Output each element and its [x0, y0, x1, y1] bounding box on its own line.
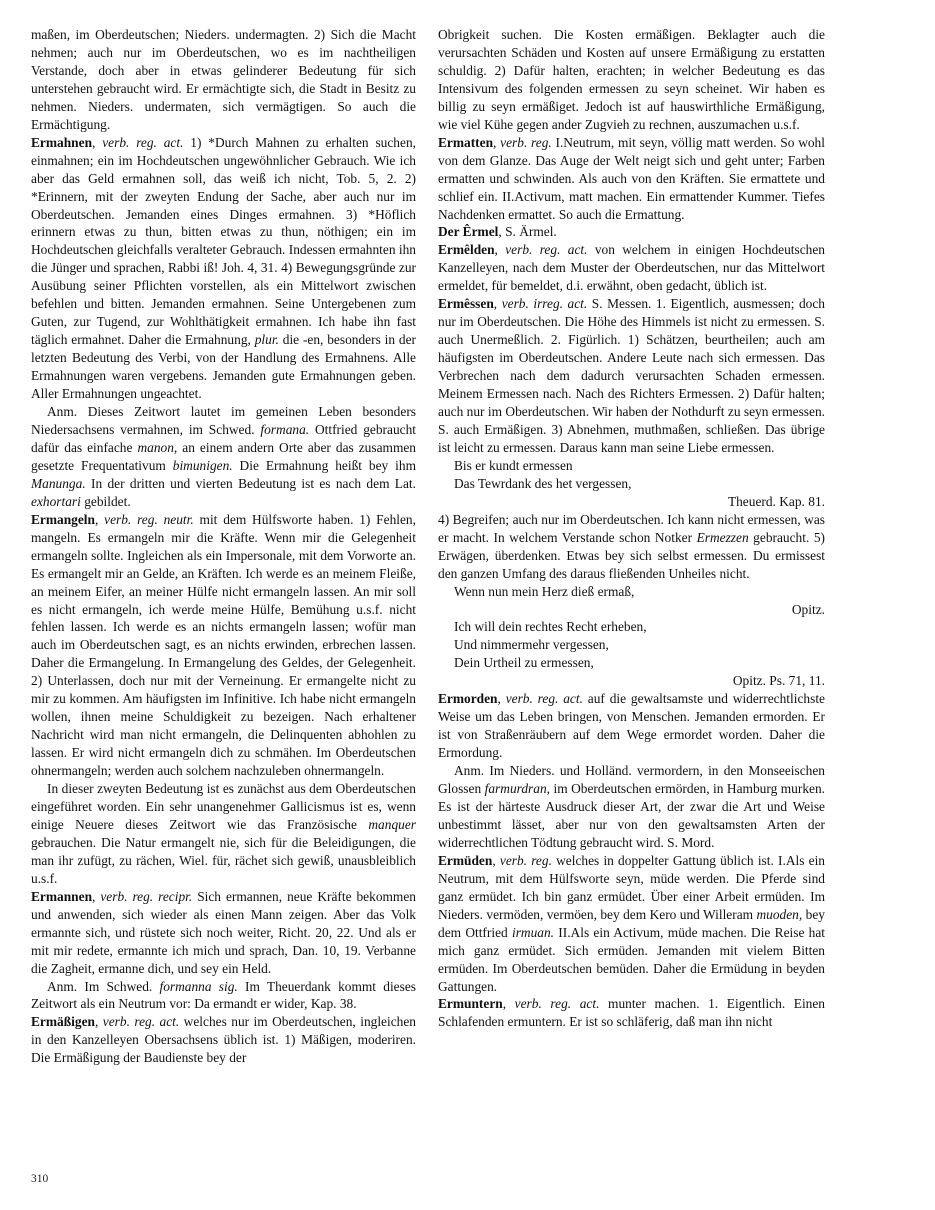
entry-continuation [31, 26, 416, 134]
italic-term: farmurdran, [484, 781, 550, 797]
dictionary-entry: Ermangeln, verb. reg. neutr. mit dem Hülfsworte haben. 1) Fehlen, mangeln. Es ermangeln mir die Kräfte. Wenn mir die Gelegenheit ermangeln sollte. Ingleichen als ein Impersonale, mit dem Vorworte an. Es ermangelt mir an Gelde, an Kräften. Ich werde es an meinem Fleiße, an meinem Eifer, an meiner Hülfe nicht ermangeln lassen. An mir soll es nicht ermangeln, ich werde meine Hülfe, Bemühung u.s.f. nicht fehlen lassen. Ich werde es an nichts ermangeln lassen; wofür man auch im Oberdeutschen sagt, es an nichts erwinden, erbrechen lassen. Daher die Ermangelung. In Ermangelung des Geldes, der Gelegenheit. 2) Unterlassen, doch nur mit der Verneinung. Er ermangelte nicht zu mir zu kommen. Am häufigsten im Infinitive. Ich habe nicht ermangeln wollen, ihnen meine Schuldigkeit zu bezeigen. Nach erhaltener Nachricht wird man nicht ermangeln, die Delinquenten abhohlen zu lassen. Er wird nicht ermangeln dich zu schmähen. Im Oberdeutschen ohnermangeln; werden auch solchem nachzuleben ohnermangeln. [31, 511, 416, 779]
text-segment: , [492, 852, 500, 868]
text-segment: gebrauchen. Die Natur ermangelt nie, sich für die Beleidigungen, die man ihr zufügt, zu rächen, Wiel. für, rächet sich gewiß, unausbleiblich u.s.f. [31, 834, 416, 886]
entry-headword: Ermäßigen [31, 1014, 95, 1030]
dictionary-entry: Ermorden, verb. reg. act. auf die gewaltsamste und widerrechtlichste Weise um das Leben bringen, von Menschen. Jemanden ermorden. Er ist von Straßenräubern auf dem Wege ermordet worden. Daher die Ermordung. [438, 691, 825, 761]
entry-headword: Ermêssen [438, 296, 494, 312]
verse-line [438, 457, 825, 475]
verse-line [438, 636, 825, 654]
entry-continuation [438, 26, 825, 134]
italic-term: irmuan. [511, 924, 555, 940]
entry-headword: Ermangeln [31, 511, 95, 527]
dictionary-entry: Ermêssen, verb. irreg. act. S. Messen. 1. Eigentlich, ausmessen; doch nur im Oberdeutschen. Die Höhe des Himmels ist nicht zu ermessen. S. auch Unermeßlich. 2. Figürlich. 1) Schätzen, beurtheilen; auch am häufigsten im Oberdeutschen. Andere Leute nach sich ermessen. Das Verbrechen nach dem dadurch verursachten Schaden ermessen. Meinem Ermessen nach. Nach des Richters Ermessen. 2) Dafür halten; auch nur im Oberdeutschen. Wir haben der Nothdurft zu seyn ermessen. S. auch Ermäßigen. 3) Abnehmen, muthmaßen, schließen. Das übrige ist leicht zu ermessen. Daraus kann man seine Liebe ermessen. [438, 296, 825, 455]
right-column [438, 26, 825, 1031]
text-segment: im Oberdeutschen ermörden, in Hamburg murken. Es ist der härteste Ausdruck dieser Art, der zwar die Art und Weise unbestimmt lässet, aber nur von den gewaltsamsten Arten der widerrechtlichen Tödtung gebraucht wird. S. Mord. [438, 781, 826, 850]
verse-line [438, 618, 825, 636]
text-segment: Ottfried gebraucht dafür das einfache [31, 421, 416, 455]
entry-text: I.Neutrum, mit seyn, völlig matt werden. So wohl von dem Glanze. Das Auge der Welt neigt sich und geht unter; Farben ermatten und schwinden. Als auch von den Kräften. Sie ermattete und schlief ein. II.Activum, matt machen. Ein ermattender Kummer. Tiefes Nachdenken ermattet. So auch die Ermattung. [438, 134, 825, 222]
entry-headword: Ermannen [31, 888, 93, 904]
dictionary-entry: Der Êrmel, S. Ärmel. [438, 224, 557, 240]
entry-text: S. Messen. 1. Eigentlich, ausmessen; doch nur im Oberdeutschen. Die Höhe des Himmels ist nicht zu ermessen. S. auch Unermeßlich. 2. Figürlich. 1) Schätzen, beurtheilen; auch am häufigsten im Oberdeutschen. Andere Leute nach sich ermessen. Das Verbrechen nach dem dadurch verursachten Schaden ermessen. Meinem Ermessen nach. Nach des Richters Ermessen. 2) Dafür halten; auch nur im Oberdeutschen. Wir haben der Nothdurft zu seyn ermessen. S. auch Ermäßigen. 3) Abnehmen, muthmaßen, schließen. Das übrige ist leicht zu ermessen. Daraus kann man seine Liebe ermessen. [438, 296, 825, 455]
dictionary-entry: Ermäßigen, verb. reg. act. welches nur im Oberdeutschen, ingleichen in den Kanzelleyen Obersachsens üblich ist. 1) Mäßigen, moderiren. Die Ermäßigung der Baudienste bey der [31, 1014, 416, 1066]
dictionary-entry: Ermuntern, verb. reg. act. munter machen. 1. Eigentlich. Einen Schlafenden ermuntern. Er ist so schläferig, daß man ihn nicht [438, 996, 825, 1030]
citation-text: Opitz. [791, 601, 825, 617]
text-segment: Anm. Im Schwed. [47, 978, 160, 994]
text-segment: an einem andern Orte aber das zusammen gesetzte Frequentativum [31, 439, 416, 473]
text-segment: Anm. Dieses Zeitwort lautet im gemeinen Leben besonders Niedersachsens vermahnen, im Schwed. [31, 404, 416, 437]
text-segment: In der dritten und vierten Bedeutung ist es nach dem Lat. [85, 475, 416, 491]
entry-text: auf die gewaltsamste und widerrechtlichste Weise um das Leben bringen, von Menschen. Jemanden ermorden. Er ist von Straßenräubern auf dem Wege ermordet worden. Daher die Ermordung. [438, 691, 825, 761]
entry-grammar: verb. reg. neutr. [104, 511, 194, 527]
verse-text: Das Tewrdank des het vergessen, [454, 475, 632, 491]
entry-text: mit dem Hülfsworte haben. 1) Fehlen, mangeln. Es ermangeln mir die Kräfte. Wenn mir die Gelegenheit ermangeln sollte. Ingleichen als ein Impersonale, mit dem Vorworte an. Es ermangelt mir an Gelde, an Kräften. Ich werde es an meinem Fleiße, an meinem Eifer, an meiner Hülfe nicht ermangeln lassen. An mir soll es nicht ermangeln, ich werde meine Hülfe, Bemühung u.s.f. nicht fehlen lassen. Ich werde es an nichts ermangeln lassen; wofür man auch im Oberdeutschen sagt, es an nichts erwinden, erbrechen lassen. Daher die Ermangelung. In Ermangelung des Geldes, der Gelegenheit. 2) Unterlassen, doch nur mit der Verneinung. Er ermangelte nicht zu mir zu kommen. Am häufigsten im Infinitive. Ich habe nicht ermangeln wollen, ihnen meine Schuldigkeit zu bezeigen. Nach erhaltener Nachricht wird man nicht ermangeln, die Delinquenten abhohlen zu lassen. Er wird nicht ermangeln dich zu schmähen. Im Oberdeutschen ohnermangeln; werden auch solchem nachzuleben ohnermangeln. [31, 511, 416, 779]
entry-grammar: verb. reg. act. [102, 134, 184, 150]
verse-text: Ich will dein rechtes Recht erheben, [454, 619, 647, 635]
entry-text: munter machen. 1. Eigentlich. Einen Schlafenden ermuntern. Er ist so schläferig, daß man ihn nicht [438, 996, 825, 1030]
entry-paragraph [438, 511, 825, 583]
verse-line [438, 475, 825, 493]
verse-line [438, 583, 825, 601]
italic-term: Manunga. [31, 475, 86, 491]
verse-text: Wenn nun mein Herz dieß ermaß, [454, 583, 635, 599]
entry-headword: Ermêlden [438, 242, 495, 258]
entry-text: die -en, besonders in der letzten Bedeutung des Verbi, von der Handlung des Ermahnens. Alle Ermahnungen waren vergebens. Jemanden gute Ermahnungen geben. Aller Ermahnungen ungeachtet. [31, 332, 416, 402]
entry-headword: Ermahnen [31, 134, 93, 150]
entry-text: welches nur im Oberdeutschen, ingleichen in den Kanzelleyen Obersachsens üblich ist. 1) Mäßigen, moderiren. Die Ermäßigung der Baudienste bey der [31, 1014, 416, 1066]
italic-term: manquer [368, 816, 416, 832]
verse-line [438, 654, 825, 672]
entry-grammar: verb. reg. act. [505, 242, 588, 258]
annotation [438, 762, 825, 852]
annotation [31, 780, 416, 888]
italic-term: manon, [137, 439, 178, 455]
entry-grammar: verb. reg. act. [514, 996, 600, 1012]
citation [438, 672, 825, 690]
text-segment: Im Theuerdank kommt dieses Zeitwort als ein Neutrum vor: Da ermandt er wider, Kap. 38. [31, 978, 416, 1012]
italic-term: exhortari [31, 493, 81, 509]
text-segment: Die Ermahnung heißt bey ihm [232, 457, 416, 473]
dictionary-entry: Ermêlden, verb. reg. act. von welchem in einigen Hochdeutschen Kanzelleyen, nach dem Muster der Oberdeutschen, nur das Mittelwort ermeldet, für bemeldet, d.i. erwähnt, oben gedacht, üblich ist. [438, 242, 825, 294]
italic-term: verb. reg. [499, 852, 552, 868]
dictionary-entry: Ermatten, verb. reg. I.Neutrum, mit seyn, völlig matt werden. So wohl von dem Glanze. Das Auge der Welt neigt sich und geht unter; Farben ermatten und schwinden. Als auch von den Kräften. Sie ermattete und schlief ein. II.Activum, matt machen. Ein ermattender Kummer. Tiefes Nachdenken ermattet. So auch die Ermattung. [438, 134, 825, 222]
page-number: 310 [31, 1173, 49, 1185]
entry-headword: Ermuntern [438, 996, 503, 1012]
text-segment: welches in doppelter Gattung üblich ist. I.Als ein Neutrum, mit dem Hülfsworte seyn, müde werden. Die Pferde sind ganz ermüdet. Ich bin ganz ermüdet. Über einer Arbeit ermüden. Im Nieders. vermöden, vermöen, bey dem Kero und Willeram [438, 852, 825, 922]
text-segment: gebildet. [80, 493, 131, 509]
italic-term: bimunigen. [172, 457, 233, 473]
entry-text: 1) *Durch Mahnen zu erhalten suchen, einmahnen; ein im Hochdeutschen ungewöhnlicher Gebrauch. Wie ich aber das Geld ermahnen soll, das weiß ich nicht, Tob. 5, 2. 2) *Erinnern, mit der zweyten Endung der Sache, aber auch nur im Oberdeutschen. Jemanden eines Dinges ermahnen. 3) *Höflich erinnern etwas zu thun, bitten etwas zu thun, nöthigen; ein im Hochdeutschen gleichfalls veralteter Gebrauch. Indessen ermahnten ihn die Jünger und sprachen, Rabbi iß! Joh. 4, 31. 4) Bewegungsgründe zur Ausübung seiner Pflichten vorstellen, als ein Mittelwort zwischen befehlen und bitten. Jemanden ermahnen. Seine Untergebenen zum Guten, zur Tugend, zur Wohlthätigkeit ermahnen. Ich habe ihn fast täglich ermahnet. Daher die Ermahnung, [31, 134, 416, 348]
verse-text: Dein Urtheil zu ermessen, [454, 655, 594, 671]
text-segment: 4) Begreifen; auch nur im Oberdeutschen. Ich kann nicht ermessen, was er macht. In welchem Verstande schon Notker [438, 511, 825, 545]
entry-headword: Ermatten [438, 134, 494, 150]
entry-headword: Ermorden [438, 691, 498, 707]
citation [438, 493, 825, 511]
entry-grammar: verb. reg. act. [102, 1014, 180, 1030]
citation-text: Theuerd. Kap. 81. [727, 493, 825, 509]
text-segment: In dieser zweyten Bedeutung ist es zunächst aus dem Oberdeutschen eingeführet worden. Ein sehr unangenehmer Gallicismus ist es, wenn einige Neuere dieses Zeitwort wie das Französische [31, 781, 416, 832]
text-segment: gebraucht. 5) Erwägen, überdenken. Etwas bey sich selbst ermessen. Du ermissest den ganzen Umfang des daraus fließenden Unheiles nicht. [438, 529, 825, 581]
citation-text: Opitz. Ps. 71, 11. [732, 673, 825, 689]
entry-grammar: plur. [254, 332, 279, 348]
italic-term: formanna sig. [159, 978, 238, 994]
entry-text: von welchem in einigen Hochdeutschen Kanzelleyen, nach dem Muster der Oberdeutschen, nur das Mittelwort ermeldet, für bemeldet, d.i. erwähnt, oben gedacht, üblich ist. [438, 242, 825, 294]
entry-paragraph [438, 852, 825, 996]
italic-term: muoden, [756, 906, 803, 922]
text-segment: Anm. Im Nieders. und Holländ. vermordern, in den Monseeischen Glossen [438, 763, 825, 797]
entry-grammar: verb. reg. [500, 134, 552, 150]
entry-text: S. Ärmel. [505, 224, 557, 240]
text-segment: II.Als ein Activum, müde machen. Die Reise hat mich ganz ermüdet. Sich ermüden. Jemanden mit vielem Bitten ermüden. Im Oberdeutschen bemüden. Daher die Ermüdung in beyden Gattungen. [438, 924, 826, 994]
citation [438, 601, 825, 619]
text-segment: bey dem Ottfried [438, 906, 825, 940]
dictionary-entry: Ermahnen, verb. reg. act. 1) *Durch Mahnen zu erhalten suchen, einmahnen; ein im Hochdeutschen ungewöhnlicher Gebrauch. Wie ich aber das Geld ermahnen soll, das weiß ich nicht, Tob. 5, 2. 2) *Erinnern, mit der zweyten Endung der Sache, aber auch nur im Oberdeutschen. Jemanden eines Dinges ermahnen. 3) *Höflich erinnern etwas zu thun, bitten etwas zu thun, nöthigen; ein im Hochdeutschen gleichfalls veralteter Gebrauch. Indessen ermahnten ihn die Jünger und sprachen, Rabbi iß! Joh. 4, 31. 4) Bewegungsgründe zur Ausübung seiner Pflichten vorstellen, als ein Mittelwort zwischen befehlen und bitten. Jemanden ermahnen. Seine Untergebenen zum Guten, zur Tugend, zur Wohlthätigkeit ermahnen. Ich habe ihn fast täglich ermahnet. Daher die Ermahnung, plur. die -en, besonders in der letzten Bedeutung des Verbi, von der Handlung des Ermahnens. Alle Ermahnungen waren vergebens. Jemanden gute Ermahnungen geben. Aller Ermahnungen ungeachtet. [31, 134, 416, 402]
entry-text: maßen, im Oberdeutschen; Nieders. undermagten. 2) Sich die Macht nehmen; auch nur im Oberdeutschen, wo es im nachtheiligen Verstande, doch aber in etwas gelinderer Bedeutung für sich unterstehen gebraucht wird. Er ermächtigte sich, die Stadt in Besitz zu nehmen. Nieders. undermaten, sich vermägtigen. So auch die Ermächtigung. [31, 27, 416, 132]
entry-grammar: verb. reg. act. [505, 691, 583, 707]
italic-term: formana. [260, 421, 310, 437]
dictionary-entry: Ermannen, verb. reg. recipr. Sich ermannen, neue Kräfte bekommen und anwenden, sich wieder als einen Mann zeigen. Aber das Volk ermannte sich, und rüstete sich noch weiter, Richt. 20, 22. Und als er mit mir redete, ermannte ich mich und sprach, Dan. 10, 19. Verbanne die Zagheit, ermanne dich, und sey ein Held. [31, 888, 416, 976]
entry-text: Sich ermannen, neue Kräfte bekommen und anwenden, sich wieder als einen Mann zeigen. Aber das Volk ermannte sich, und rüstete sich noch weiter, Richt. 20, 22. Und als er mit mir redete, ermannte ich mich und sprach, Dan. 10, 19. Verbanne die Zagheit, ermanne dich, und sey ein Held. [31, 888, 416, 976]
annotation [31, 978, 416, 1014]
annotation [31, 403, 416, 511]
entry-grammar: verb. irreg. act. [501, 296, 588, 312]
entry-headword: Ermüden [438, 852, 493, 868]
entry-grammar: verb. reg. recipr. [100, 888, 193, 904]
left-column [31, 26, 416, 1067]
verse-text: Bis er kundt ermessen [454, 457, 573, 473]
entry-text: Obrigkeit suchen. Die Kosten ermäßigen. Beklagter auch die verursachten Schäden und Kosten auf unsere Ermäßigung zu erstatten schuldig. 2) Dafür halten, erachten; in welcher Bedeutung es das Intensivum des folgenden ermessen zu seyn scheinet. Wir haben es billig zu seyn ermäßiget. Jedoch ist auf hauswirthliche Ermäßigung, wie viel Kühe gegen ander Zugvieh zu rechnen, auszumachen u.s.f. [438, 27, 825, 132]
entry-headword: Der Êrmel [438, 224, 499, 240]
verse-text: Und nimmermehr vergessen, [454, 637, 609, 653]
italic-term: Ermezzen [696, 529, 749, 545]
